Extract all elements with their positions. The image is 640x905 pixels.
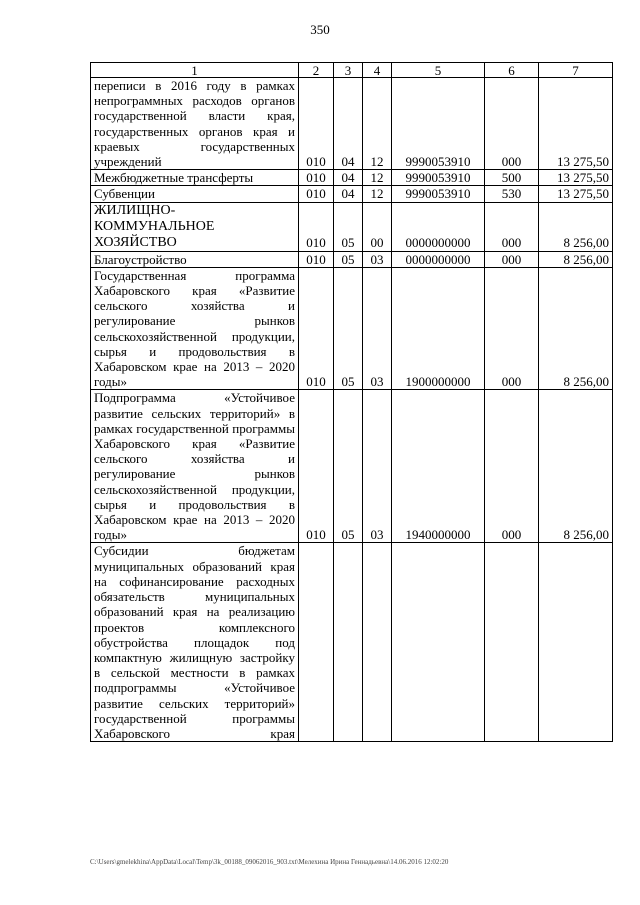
- cell-amount: 8 256,00: [539, 267, 613, 390]
- cell-ministry: 010: [299, 186, 334, 202]
- cell-expense-type: 500: [485, 170, 539, 186]
- cell-expense-type: 000: [485, 267, 539, 390]
- cell-subsection: 12: [363, 170, 392, 186]
- table-row: [91, 78, 613, 170]
- row-name: ЖИЛИЩНО-КОММУНАЛЬНОЕ ХОЗЯЙСТВО: [91, 202, 299, 251]
- table-row: [91, 202, 613, 251]
- cell-expense-type: 000: [485, 251, 539, 267]
- cell-section: 05: [334, 251, 363, 267]
- column-header: 1: [91, 63, 299, 78]
- cell-target: 9990053910: [392, 170, 485, 186]
- column-header: 7: [539, 63, 613, 78]
- cell-target: [392, 543, 485, 742]
- table-row: [91, 543, 613, 742]
- cell-ministry: 010: [299, 390, 334, 543]
- cell-section: 04: [334, 78, 363, 170]
- cell-amount: 8 256,00: [539, 251, 613, 267]
- budget-table: [90, 62, 613, 742]
- row-name: Межбюджетные трансферты: [91, 170, 299, 186]
- row-name: Подпрограмма «Устойчивое развитие сельских территорий» в рамках государственной программы Хабаровского края «Развитие сельского хозяйства и регулирование рынков сельскохозяйственной продукции, сырья и продовольствия в Хабаровском крае на 2013 – 2020 годы»: [91, 390, 299, 543]
- cell-target: 9990053910: [392, 78, 485, 170]
- cell-target: 9990053910: [392, 186, 485, 202]
- cell-section: 05: [334, 267, 363, 390]
- cell-section: 04: [334, 186, 363, 202]
- cell-ministry: 010: [299, 202, 334, 251]
- table-row: [91, 267, 613, 390]
- page-number: 350: [310, 22, 330, 37]
- cell-ministry: 010: [299, 267, 334, 390]
- column-header: 3: [334, 63, 363, 78]
- table-header-row: [91, 63, 613, 78]
- cell-section: [334, 543, 363, 742]
- table-row: [91, 186, 613, 202]
- cell-expense-type: 530: [485, 186, 539, 202]
- row-name: Благоустройство: [91, 251, 299, 267]
- cell-subsection: 00: [363, 202, 392, 251]
- cell-section: 05: [334, 202, 363, 251]
- cell-target: 0000000000: [392, 202, 485, 251]
- row-name: Субвенции: [91, 186, 299, 202]
- column-header: 4: [363, 63, 392, 78]
- cell-amount: 13 275,50: [539, 186, 613, 202]
- file-path-footer: C:\Users\gmelekhina\AppData\Local\Temp\3k_00188_09062016_903.txt\Мелехина Ирина Геннадьевна\14.06.2016 12:02:20: [90, 858, 449, 866]
- cell-target: 1940000000: [392, 390, 485, 543]
- table-row: [91, 390, 613, 543]
- cell-amount: 13 275,50: [539, 78, 613, 170]
- cell-expense-type: 000: [485, 390, 539, 543]
- column-header: 6: [485, 63, 539, 78]
- cell-amount: 13 275,50: [539, 170, 613, 186]
- cell-target: 1900000000: [392, 267, 485, 390]
- cell-expense-type: 000: [485, 78, 539, 170]
- cell-subsection: 03: [363, 390, 392, 543]
- cell-subsection: 03: [363, 267, 392, 390]
- row-name: переписи в 2016 году в рамках непрограммных расходов органов государственной власти края, государственных органов края и краевых государственных учреждений: [91, 78, 299, 170]
- cell-section: 05: [334, 390, 363, 543]
- cell-subsection: 03: [363, 251, 392, 267]
- cell-amount: 8 256,00: [539, 390, 613, 543]
- cell-ministry: 010: [299, 78, 334, 170]
- row-name: Государственная программа Хабаровского края «Развитие сельского хозяйства и регулирование рынков сельскохозяйственной продукции, сырья и продовольствия в Хабаровском крае на 2013 – 2020 годы»: [91, 267, 299, 390]
- cell-ministry: [299, 543, 334, 742]
- cell-subsection: [363, 543, 392, 742]
- cell-amount: 8 256,00: [539, 202, 613, 251]
- cell-section: 04: [334, 170, 363, 186]
- column-header: 5: [392, 63, 485, 78]
- cell-expense-type: 000: [485, 202, 539, 251]
- table-row: [91, 170, 613, 186]
- table-row: [91, 251, 613, 267]
- cell-subsection: 12: [363, 186, 392, 202]
- column-header: 2: [299, 63, 334, 78]
- row-name: Субсидии бюджетам муниципальных образований края на софинансирование расходных обязательств муниципальных образований края на реализацию проектов комплексного обустройства площадок под компактную жилищную застройку в сельской местности в рамках подпрограммы «Устойчивое развитие сельских территорий» государственной программы Хабаровского края: [91, 543, 299, 742]
- cell-expense-type: [485, 543, 539, 742]
- cell-amount: [539, 543, 613, 742]
- cell-ministry: 010: [299, 170, 334, 186]
- cell-ministry: 010: [299, 251, 334, 267]
- cell-subsection: 12: [363, 78, 392, 170]
- cell-target: 0000000000: [392, 251, 485, 267]
